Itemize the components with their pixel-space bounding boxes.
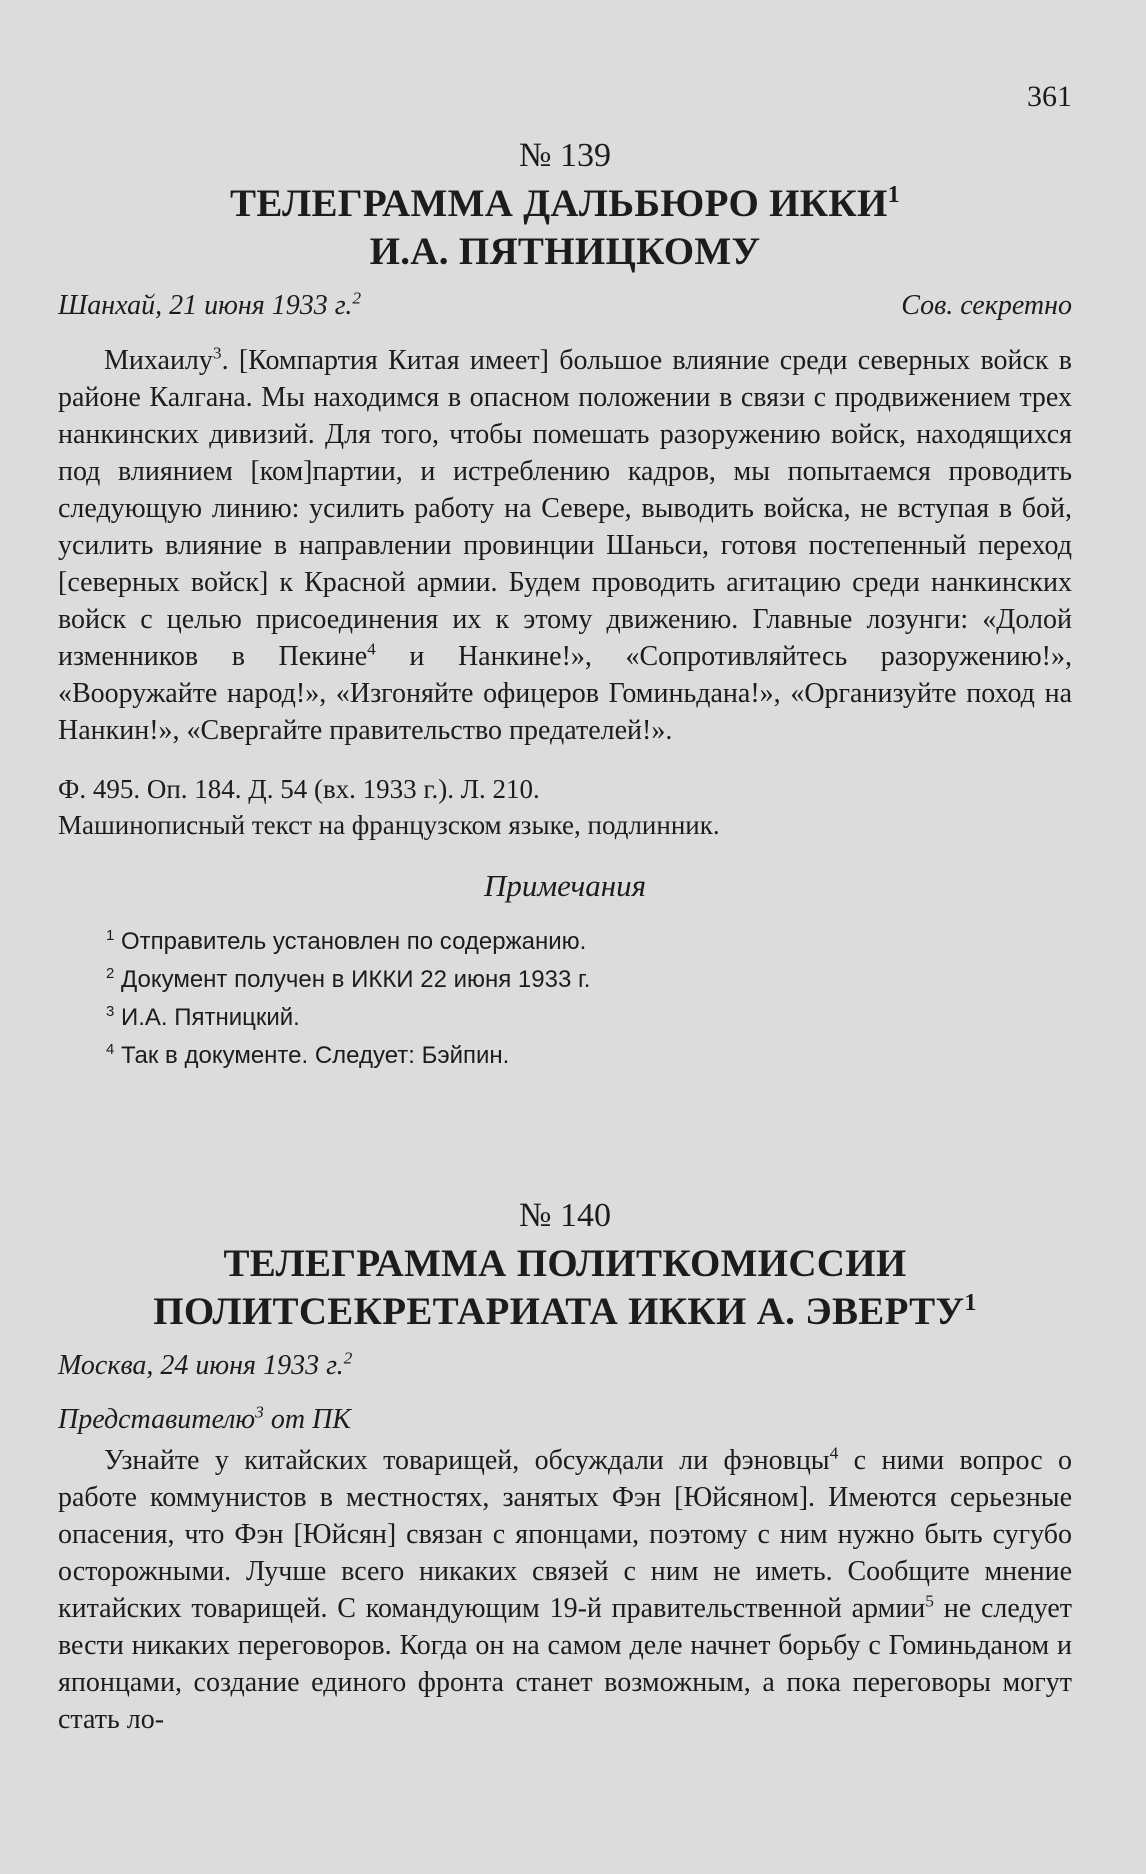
doc-139-title-line1: ТЕЛЕГРАММА ДАЛЬБЮРО ИККИ: [230, 182, 888, 225]
footnote-ref: 5: [925, 1591, 934, 1611]
note-number: 4: [106, 1042, 115, 1058]
note-number: 3: [106, 1004, 115, 1020]
place-date-text: Москва, 24 июня 1933 г.: [58, 1350, 344, 1381]
archive-reference: Ф. 495. Оп. 184. Д. 54 (вх. 1933 г.). Л. 210.: [58, 774, 540, 804]
footnote-ref: 4: [829, 1443, 839, 1463]
note-text: Так в документе. Следует: Бэйпин.: [120, 1042, 510, 1069]
note-text: И.А. Пятницкий.: [120, 1004, 300, 1031]
footnote-ref: 3: [212, 343, 222, 363]
note-number: 2: [106, 966, 115, 982]
doc-140-place-date: [58, 1348, 352, 1384]
doc-139-title-line2: И.А. ПЯТНИЦКОМУ: [369, 230, 761, 273]
footnote-ref: 3: [255, 1402, 264, 1422]
document-description: Машинописный текст на французском языке, подлинник.: [58, 810, 720, 840]
doc-140-title: [58, 1240, 1072, 1336]
document-140: [58, 1196, 1072, 1738]
doc-140-body: [58, 1442, 1072, 1738]
doc-139-meta: [58, 288, 1072, 324]
notes-heading: Примечания: [483, 868, 647, 903]
doc-139-body: [58, 342, 1072, 749]
body-text: не следует вести никаких переговоров. Когда он на самом деле начнет борьбу с Гоминьданом и японцами, создание единого фронта станет возможным, а пока переговоры могут стать ло-: [58, 1593, 1072, 1735]
doc-139-place-date: [58, 288, 361, 324]
document-139: [58, 136, 1072, 1075]
doc-140-title-line2: ПОЛИТСЕКРЕТАРИАТА ИККИ А. ЭВЕРТУ: [153, 1290, 965, 1333]
body-text: с ними вопрос о работе коммунистов в местностях, занятых Фэн [Юйсяном]. Имеются серьезные опасения, что Фэн [Юйсян] связан с японцами, поэтому с ним нужно быть сугубо осторожными. Лучше всего никаких связей с ним не иметь. Сообщите мнение китайских товарищей. С командующим 19-й правительственной армии: [58, 1445, 1072, 1624]
body-text: и Нанкине!», «Сопротивляйтесь разоружению!», «Вооружайте народ!», «Изгоняйте офицеров Гоминьдана!», «Организуйте поход на Нанкин!», «Свергайте правительство предателей!».: [58, 641, 1072, 746]
note-item: [58, 999, 1072, 1037]
footnote-ref: 1: [964, 1289, 977, 1316]
note-item: [58, 961, 1072, 999]
page-number: 361: [1027, 80, 1072, 113]
place-date-text: Шанхай, 21 июня 1933 г.: [58, 290, 353, 321]
addressee-text: Представителю: [58, 1404, 256, 1435]
doc-139-classification: Сов. секретно: [901, 290, 1072, 321]
note-item: [58, 1037, 1072, 1075]
doc-139-source: [58, 771, 1072, 843]
body-text: Узнайте у китайских товарищей, обсуждали ли фэновцы: [104, 1445, 830, 1476]
body-text: . [Компартия Китая имеет] большое влияние среди северных войск в районе Калгана. Мы находимся в опасном положении в связи с продвижением трех нанкинских дивизий. Для того, чтобы помешать разоружению войск, находящихся под влиянием [ком]партии, и истреблению кадров, мы попытаемся проводить следующую линию: усилить работу на Севере, выводить войска, не вступая в бой, усилить влияние в направлении провинции Шаньси, готовя постепенный переход [северных войск] к Красной армии. Будем проводить агитацию среди нанкинских войск с целью присоединения их к этому движению. Главные лозунги: «Долой изменников в Пекине: [58, 345, 1072, 672]
doc-140-addressee: [58, 1402, 1072, 1438]
footnote-ref: 2: [343, 1348, 353, 1368]
footnote-ref: 4: [367, 639, 376, 659]
doc-140-title-line1: ТЕЛЕГРАММА ПОЛИТКОМИССИИ: [223, 1242, 907, 1285]
notes-list: [58, 923, 1072, 1075]
footnote-ref: 2: [352, 288, 362, 308]
footnote-ref: 1: [887, 181, 900, 208]
note-text: Отправитель установлен по содержанию.: [120, 928, 587, 955]
note-number: 1: [106, 928, 115, 944]
doc-140-number: № 140: [519, 1197, 611, 1234]
addressee-text: от ПК: [263, 1404, 351, 1435]
doc-140-meta: [58, 1348, 1072, 1384]
note-text: Документ получен в ИККИ 22 июня 1933 г.: [120, 966, 591, 993]
doc-139-number: № 139: [519, 137, 611, 174]
note-item: [58, 923, 1072, 961]
body-text: Михаилу: [104, 345, 213, 376]
doc-139-title: [58, 180, 1072, 276]
